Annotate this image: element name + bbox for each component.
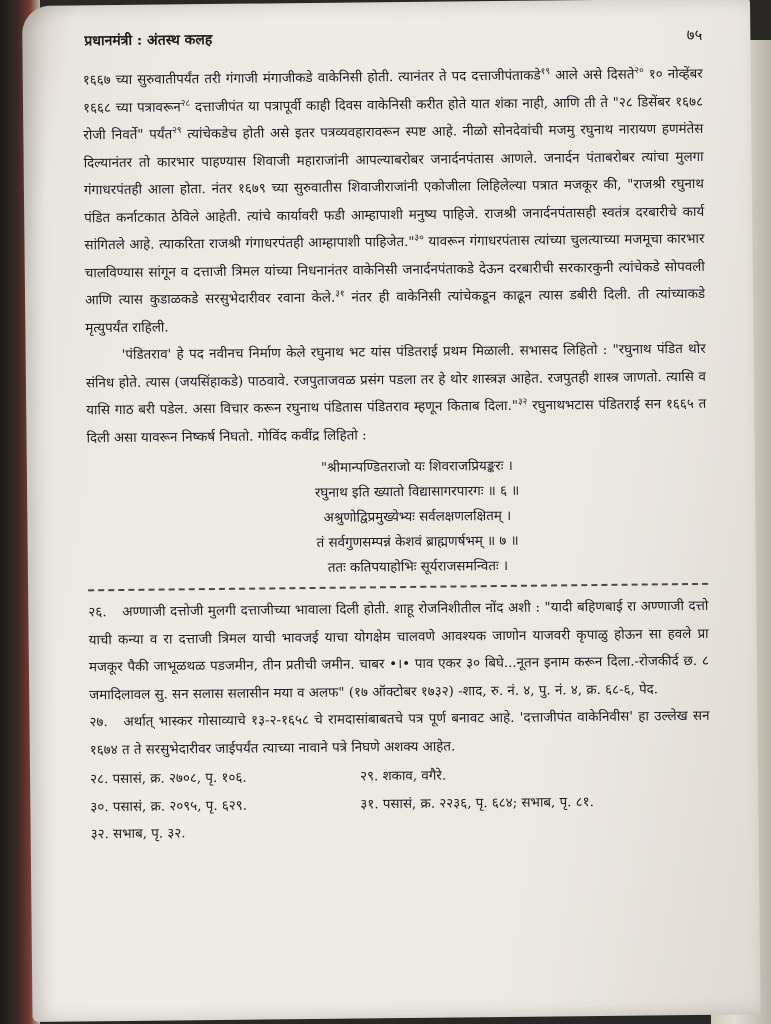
text-run: 'पंडितराव' हे पद नवीनच निर्माण केले रघुनाथ भट यांस पंडितराई प्रथम मिळाली. सभासद लिहितो : "रघुनाथ पंडित थोर संनिध होते. त्यास (जयसिंहाकडे) पाठवावे. रजपुताजवळ प्रसंग पडला तर हे थोर शास्त्रज्ञ आहेत. रजपुतही शास्त्र जाणतो. त्यासि व यासि गाठ बरी पडेल. असा विचार करून रघुनाथ पंडितास पंडितराव म्हणून किताब दिला.": [85, 341, 706, 419]
page-number: ७५: [686, 25, 703, 45]
footnote-number: २७.: [89, 715, 108, 731]
text-run: १६६७ च्या सुरुवातीपर्यंत तरी गंगाजी मंगाजीकडे वाकेनिसी होती. त्यानंतर ते पद दत्ताजीपंताकडे: [82, 68, 541, 89]
reference-item: २८. पसासं, क्र. २७०८, पृ. १०६.: [90, 770, 247, 788]
text-run: रघुनाथभटास पंडितराई सन १६६५ त दिली असा यावरून निष्कर्ष निघतो. गोविंद कवींद्र लिहितो :: [86, 396, 707, 446]
reference-item: ३०. पसासं, क्र. २०९५, पृ. ६२९.: [90, 798, 248, 815]
sanskrit-verse: [87, 452, 708, 583]
text-run: दत्ताजीपंत या पत्रापूर्वी काही दिवस वाकेनिसी करीत होते यात शंका नाही, आणि ती ते "२८ डिसेंबर १६७८ रोजी निवर्ते" पर्यंत: [83, 94, 704, 144]
footnote-text: अण्णाजी दत्तोजी मुलगी दत्ताजीच्या भावाला दिली होती. शाहू रोजनिशीतील नोंद अशी : "यादी बहिणबाई रा अण्णाजी दत्तो याची कन्या व रा दत्ताजी त्रिमल याची भावजई याचा योगक्षेम चालवणे आवश्यक जाणोन याजवरी कृपाळु होऊन सा हवले प्रा मजकूर पैकी जाभूळथळ पडजमीन, तीन प्रतीची जमीन. चाबर •।• पाव एकर ३० बिघे...नूतन इनाम करून दिला.-रोजकीर्द छ. ८ जमादिलावल सु. सन सलास सलासीन मया व अलफ" (१७ ऑक्टोबर १७३२) -शाद, रु. नं. ४, पु. नं. ४, क्र. ६८-६, पेद.: [88, 598, 709, 703]
verse-line: अश्रुणोद्विप्रमुख्येभ्यः सर्वलक्षणलक्षितम् ।: [323, 508, 512, 526]
footnote-divider: [88, 583, 708, 591]
footnote-27: [89, 703, 710, 764]
paragraph-1: [83, 61, 706, 342]
page-header: [84, 25, 703, 50]
running-title: प्रधानमंत्री : अंतस्थ कलह: [84, 32, 213, 50]
paragraph-2: [86, 336, 707, 452]
reference-item: ३१. पसासं, क्र. २२३६, पृ. ६८४; सभाब, पृ. ८१.: [360, 794, 594, 812]
footnote-references: [90, 760, 711, 849]
footnote-ref: ३२: [517, 397, 528, 408]
text-run: यावरून गंगाधरपंतास त्यांच्या चुलत्याच्या मजमूचा कारभार चालविण्यास सांगून व दत्ताजी त्रिमल यांच्या निधनानंतर वाकेनिसी जनार्दनपंताकडे देऊन दरबारीची सरकारकुनी त्यांचेकडे सोपवली आणि त्यास कुडाळकडे सरसुभेदारीवर रवाना केले.: [84, 231, 705, 309]
footnote-ref: ३०: [414, 233, 424, 244]
text-run: आले असे दिसते: [549, 67, 635, 84]
text-run: नंतर ही वाकेनिसी त्यांचेकडून काढून त्यास डबीरी दिली. ती त्यांच्याकडे मृत्युपर्यंत राहिली.: [85, 286, 706, 336]
footnote-26: [88, 593, 709, 709]
footnote-ref: २९: [172, 125, 182, 136]
verse-line: ततः कतिपयाहोभिः सूर्यराजसमन्वितः ।: [327, 558, 509, 576]
reference-item: २९. शकाव, वगैरे.: [360, 768, 447, 785]
footnote-ref: १९: [540, 67, 551, 78]
footnote-ref: २८: [180, 98, 191, 109]
verse-line: "श्रीमान्पण्डितराजो यः शिवराजप्रियङ्करः ।: [320, 458, 513, 476]
book-page: [22, 0, 761, 1022]
footnote-ref: ३१: [335, 289, 345, 300]
text-run: त्यांचेकडेच होती असे इतर पत्रव्यवहारावरून स्पष्ट आहे. नीळो सोनदेवांची मजमु रघुनाथ नारायण हणमंतेस दिल्यानंतर तो कारभार पाहण्यास शिवाजी महाराजांनी आपल्याबरोबर जनार्दनपंतास आणले. जनार्दन पंताबरोबर त्यांचा मुलगा गंगाधरपंतही आला होता. नंतर १६७९ च्या सुरुवातीस शिवाजीराजांनी एकोजीला लिहिलेल्या पत्रात मजकूर की, "राजश्री रघुनाथ पंडित कर्नाटकात ठेविले आहेती. त्यांचे कार्यावरी फडी आम्हापाशी मनुष्य पाहिजे. राजश्री जनार्दनपंतासही स्वतंत्र दरबारीचे कार्य सांगितले आहे. त्याकरिता राजश्री गंगाधरपंतही आम्हापाशी पाहिजेत.": [83, 121, 705, 254]
verse-line: तं सर्वगुणसम्पन्नं केशवं ब्राह्मणर्षभम् ॥ ७ ॥: [316, 533, 519, 551]
footnote-number: २६.: [88, 605, 107, 621]
text-run: १० नोव्हेंबर १६६८ च्या पत्रावरून: [82, 66, 703, 116]
footnote-ref: २०: [634, 66, 644, 77]
page-body: [83, 61, 711, 849]
reference-item: ३२. सभाब, पृ. ३२.: [90, 826, 186, 843]
footnote-text: अर्थात् भास्कर गोसाव्याचे १३-२-१६५८ चे रामदासांबाबतचे पत्र पूर्ण बनावट आहे. 'दत्ताजीपंत वाकेनिवीस' हा उल्लेख सन १६७४ त ते सरसुभेदारीवर जाईपर्यंत त्याच्या नावाने पत्रे निघणे अशक्य आहेत.: [89, 708, 710, 758]
verse-line: रघुनाथ इति ख्यातो विद्यासागरपारगः ॥ ६ ॥: [314, 483, 520, 501]
